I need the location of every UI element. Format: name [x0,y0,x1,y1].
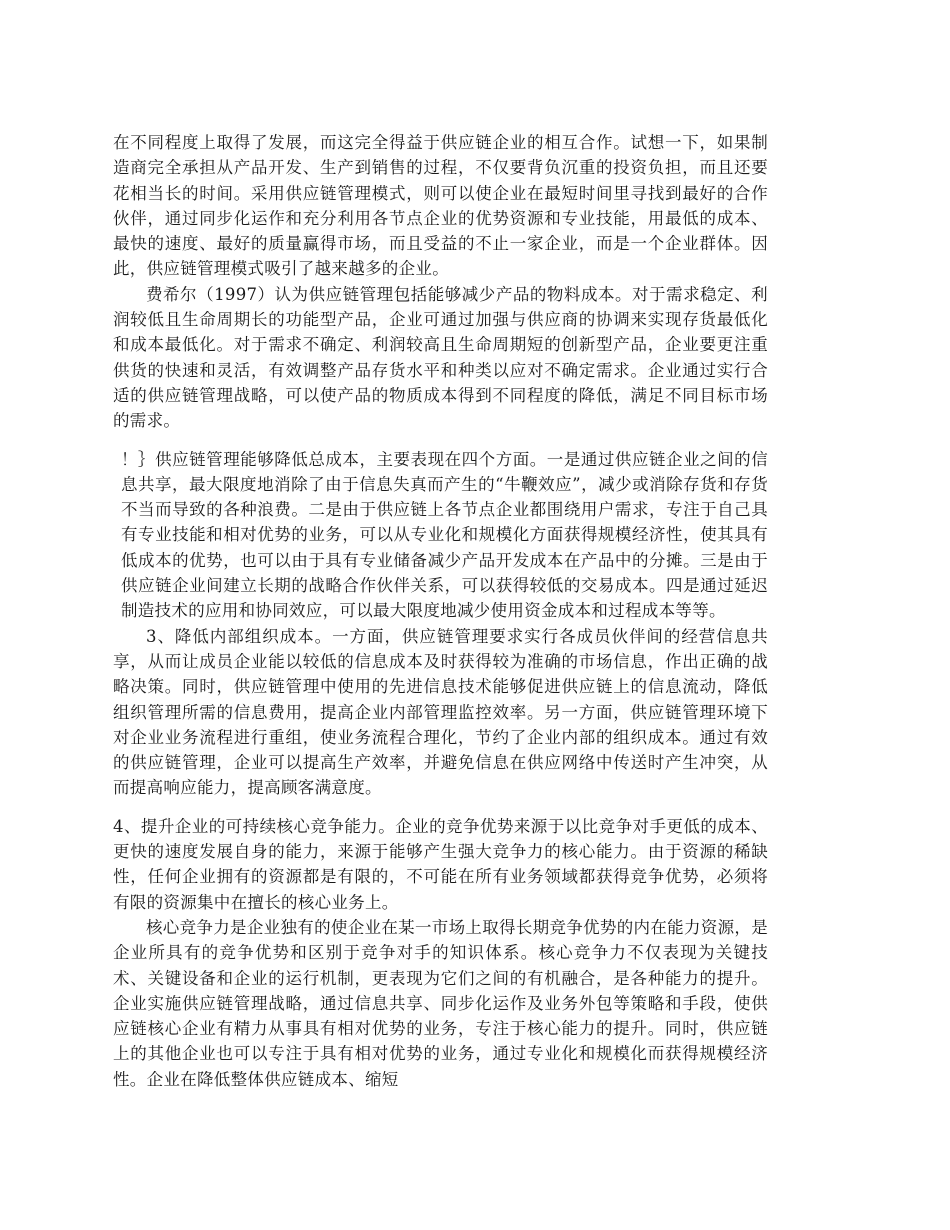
paragraph: 4、提升企业的可持续核心竞争能力。企业的竞争优势来源于以比竞争对手更低的成本、更快的速度发展自身的能力，来源于能够产生强大竞争力的核心能力。由于资源的稀缺性，任何企业拥有的资源都是有限的，不可能在所有业务领域都获得竞争优势，必须将有限的资源集中在擅长的核心业务上。 [113,816,768,912]
paragraph: 费希尔（1997）认为供应链管理包括能够减少产品的物料成本。对于需求稳定、利润较低且生命周期长的功能型产品，企业可通过加强与供应商的协调来实现存货最低化和成本最低化。对于需求不确定、利润较高且生命周期短的创新型产品，企业要更注重供货的快速和灵活，有效调整产品存货水平和种类以应对不确定需求。企业通过实行合适的供应链管理战略，可以使产品的物质成本得到不同程度的降低，满足不同目标市场的需求。 [113,284,768,431]
paragraph: ！｝供应链管理能够降低总成本，主要表现在四个方面。一是通过供应链企业之间的信息共享，最大限度地消除了由于信息失真而产生的“牛鞭效应”，减少或消除存货和存货不当而导致的各种浪费。二是由于供应链上各节点企业都围绕用户需求，专注于自己具有专业技能和相对优势的业务，可以从专业化和规模化方面获得规模经济性，使其具有低成本的优势，也可以由于具有专业储备减少产品开发成本在产品中的分摊。三是由于供应链企业间建立长期的战略合作伙伴关系，可以获得较低的交易成本。四是通过延迟制造技术的应用和协同效应，可以最大限度地减少使用资金成本和过程成本等等。 [121,449,768,621]
paragraph: 核心竞争力是企业独有的使企业在某一市场上取得长期竞争优势的内在能力资源，是企业所具有的竞争优势和区别于竞争对手的知识体系。核心竞争力不仅表现为关键技术、关键设备和企业的运行机制，更表现为它们之间的有机融合，是各种能力的提升。企业实施供应链管理战略，通过信息共享、同步化运作及业务外包等策略和手段，使供应链核心企业有精力从事具有相对优势的业务，专注于核心能力的提升。同时，供应链上的其他企业也可以专注于具有相对优势的业务，通过专业化和规模化而获得规模经济性。企业在降低整体供应链成本、缩短 [113,917,768,1089]
paragraph: 3、降低内部组织成本。一方面，供应链管理要求实行各成员伙伴间的经营信息共享，从而让成员企业能以较低的信息成本及时获得较为准确的市场信息，作出正确的战略决策。同时，供应链管理中使用的先进信息技术能够促进供应链上的信息流动，降低组织管理所需的信息费用，提高企业内部管理监控效率。另一方面，供应链管理环境下对企业业务流程进行重组，使业务流程合理化，节约了企业内部的组织成本。通过有效的供应链管理，企业可以提高生产效率，并避免信息在供应网络中传送时产生冲突，从而提高响应能力，提高顾客满意度。 [113,626,768,798]
document-body [113,130,768,1092]
paragraph: 在不同程度上取得了发展，而这完全得益于供应链企业的相互合作。试想一下，如果制造商完全承担从产品开发、生产到销售的过程，不仅要背负沉重的投资负担，而且还要花相当长的时间。采用供应链管理模式，则可以使企业在最短时间里寻找到最好的合作伙伴，通过同步化运作和充分利用各节点企业的优势资源和专业技能，用最低的成本、最快的速度、最好的质量赢得市场，而且受益的不止一家企业，而是一个企业群体。因此，供应链管理模式吸引了越来越多的企业。 [113,133,768,279]
